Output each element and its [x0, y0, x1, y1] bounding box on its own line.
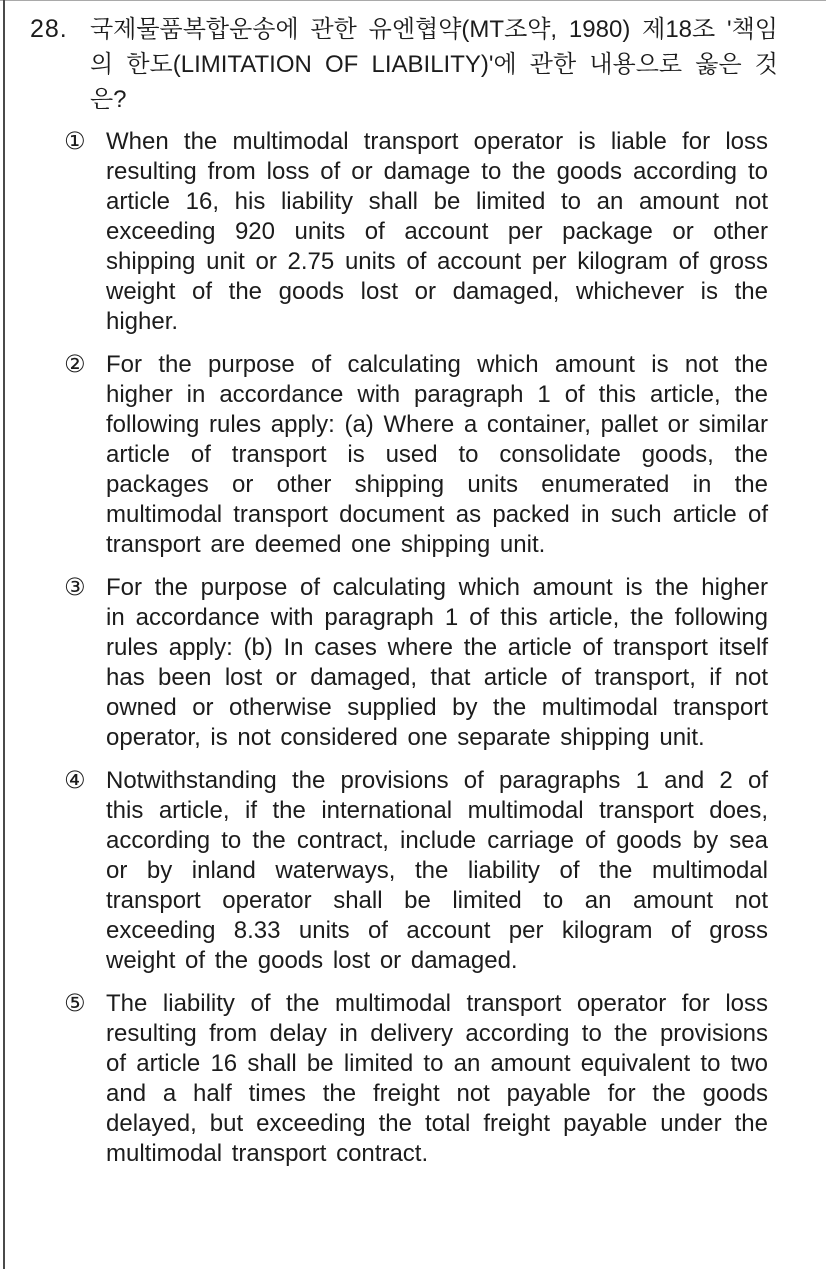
left-border-rule	[3, 0, 5, 1269]
option-3-text: For the purpose of calculating which amount is the higher in accordance with paragraph 1 of this article, the following rules apply: (b) In cases where the article of transport itself has been lost or damaged, that article of transport, if not owned or otherwise supplied by the multimodal transport operator, is not considered one separate shipping unit.	[106, 574, 768, 751]
option-3-marker: ③	[64, 574, 86, 601]
option-4-text: Notwithstanding the provisions of paragraphs 1 and 2 of this article, if the international multimodal transport does, according to the contract, include carriage of goods by sea or by inland waterways, the liability of the multimodal transport operator shall be limited to an amount not exceeding 8.33 units of account per kilogram of gross weight of the goods lost or damaged.	[106, 767, 768, 974]
option-4-marker: ④	[64, 767, 86, 794]
option-item-4	[64, 766, 798, 976]
option-5-marker: ⑤	[64, 990, 86, 1017]
option-1-marker: ①	[64, 128, 86, 155]
option-2-marker: ②	[64, 351, 86, 378]
option-item-2	[64, 350, 798, 560]
options-list	[30, 127, 798, 1169]
question-block	[30, 12, 798, 117]
option-1-text: When the multimodal transport operator is liable for loss resulting from loss of or damage to the goods according to article 16, his liability shall be limited to an amount not exceeding 920 units of account per package or other shipping unit or 2.75 units of account per kilogram of gross weight of the goods lost or damaged, whichever is the higher.	[106, 128, 768, 335]
option-item-3	[64, 573, 798, 753]
question-number: 28.	[30, 15, 68, 43]
option-2-text: For the purpose of calculating which amount is not the higher in accordance with paragraph 1 of this article, the following rules apply: (a) Where a container, pallet or similar article of transport is used to consolidate goods, the packages or other shipping units enumerated in the multimodal transport document as packed in such article of transport are deemed one shipping unit.	[106, 351, 768, 558]
top-border-rule	[0, 0, 826, 1]
option-5-text: The liability of the multimodal transport operator for loss resulting from delay in delivery according to the provisions of article 16 shall be limited to an amount equivalent to two and a half times the freight not payable for the goods delayed, but exceeding the total freight payable under the multimodal transport contract.	[106, 990, 768, 1167]
option-item-1	[64, 127, 798, 337]
question-text: 국제물품복합운송에 관한 유엔협약(MT조약, 1980) 제18조 '책임의 한도(LIMITATION OF LIABILITY)'에 관한 내용으로 옳은 것은?	[90, 16, 778, 113]
option-item-5	[64, 989, 798, 1169]
